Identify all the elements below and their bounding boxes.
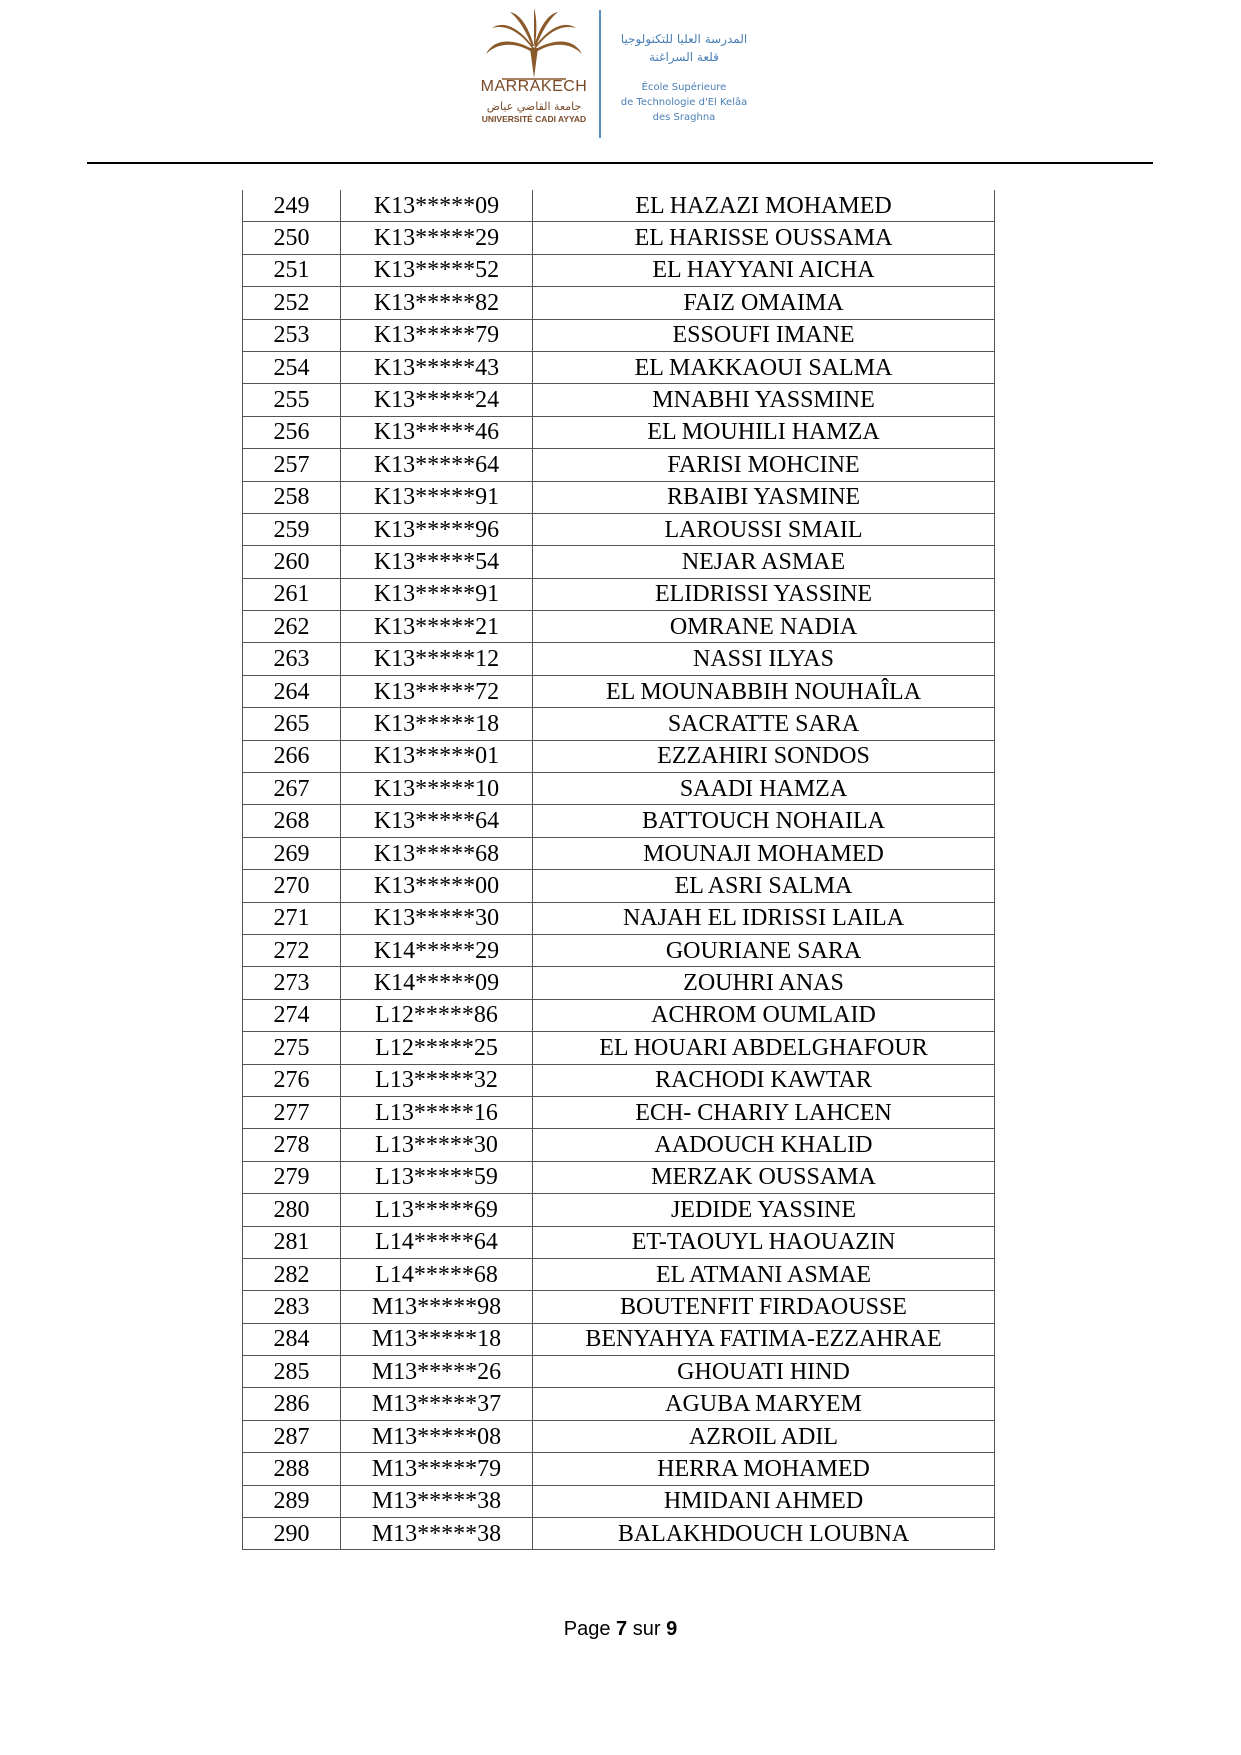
row-number-cell: 262 — [243, 611, 341, 643]
student-name-cell: AADOUCH KHALID — [533, 1129, 995, 1161]
row-number-cell: 267 — [243, 773, 341, 805]
student-id-cell: K13*****09 — [341, 190, 533, 222]
student-name-cell: EL ASRI SALMA — [533, 870, 995, 902]
student-name-cell: ECH- CHARIY LAHCEN — [533, 1096, 995, 1128]
row-number-cell: 275 — [243, 1032, 341, 1064]
student-id-cell: K13*****29 — [341, 222, 533, 254]
student-name-cell: GHOUATI HIND — [533, 1356, 995, 1388]
row-number-cell: 288 — [243, 1453, 341, 1485]
table-row — [243, 1485, 995, 1517]
school-name-fr-line3: des Sraghna — [652, 112, 716, 123]
student-id-cell: L13*****69 — [341, 1194, 533, 1226]
table-row — [243, 773, 995, 805]
footer-current-page: 7 — [616, 1618, 628, 1640]
table-row — [243, 675, 995, 707]
row-number-cell: 274 — [243, 999, 341, 1031]
student-id-cell: K13*****18 — [341, 708, 533, 740]
students-table — [242, 190, 995, 1550]
student-name-cell: NEJAR ASMAE — [533, 546, 995, 578]
table-row — [243, 416, 995, 448]
school-name-ar-line2: قلعة السراغنة — [649, 50, 719, 64]
student-id-cell: K13*****10 — [341, 773, 533, 805]
student-name-cell: BATTOUCH NOHAILA — [533, 805, 995, 837]
student-id-cell: L12*****25 — [341, 1032, 533, 1064]
university-logo — [474, 8, 594, 142]
row-number-cell: 255 — [243, 384, 341, 416]
student-name-cell: ELIDRISSI YASSINE — [533, 578, 995, 610]
student-id-cell: L13*****32 — [341, 1064, 533, 1096]
row-number-cell: 279 — [243, 1161, 341, 1193]
page-footer — [0, 1618, 1241, 1641]
student-id-cell: K13*****52 — [341, 254, 533, 286]
university-name-ar: جامعة القاضي عياض — [486, 100, 582, 113]
row-number-cell: 287 — [243, 1420, 341, 1452]
footer-total-pages: 9 — [666, 1618, 678, 1640]
student-id-cell: K13*****82 — [341, 287, 533, 319]
student-name-cell: EZZAHIRI SONDOS — [533, 740, 995, 772]
student-id-cell: K13*****64 — [341, 805, 533, 837]
student-id-cell: M13*****98 — [341, 1291, 533, 1323]
row-number-cell: 271 — [243, 902, 341, 934]
row-number-cell: 280 — [243, 1194, 341, 1226]
student-id-cell: K13*****68 — [341, 837, 533, 869]
header-rule — [87, 162, 1153, 164]
student-name-cell: BOUTENFIT FIRDAOUSSE — [533, 1291, 995, 1323]
student-id-cell: M13*****08 — [341, 1420, 533, 1452]
palm-emblem-icon — [484, 8, 584, 80]
row-number-cell: 265 — [243, 708, 341, 740]
student-name-cell: HERRA MOHAMED — [533, 1453, 995, 1485]
student-id-cell: K13*****30 — [341, 902, 533, 934]
student-id-cell: L13*****59 — [341, 1161, 533, 1193]
table-row — [243, 319, 995, 351]
student-name-cell: EL HOUARI ABDELGHAFOUR — [533, 1032, 995, 1064]
row-number-cell: 260 — [243, 546, 341, 578]
row-number-cell: 282 — [243, 1258, 341, 1290]
row-number-cell: 261 — [243, 578, 341, 610]
row-number-cell: 281 — [243, 1226, 341, 1258]
student-name-cell: EL ATMANI ASMAE — [533, 1258, 995, 1290]
row-number-cell: 254 — [243, 351, 341, 383]
student-id-cell: K13*****46 — [341, 416, 533, 448]
student-id-cell: M13*****37 — [341, 1388, 533, 1420]
student-name-cell: EL MOUHILI HAMZA — [533, 416, 995, 448]
table-row — [243, 513, 995, 545]
student-name-cell: FAIZ OMAIMA — [533, 287, 995, 319]
row-number-cell: 273 — [243, 967, 341, 999]
students-table-body — [243, 190, 995, 1550]
student-name-cell: SAADI HAMZA — [533, 773, 995, 805]
row-number-cell: 289 — [243, 1485, 341, 1517]
student-id-cell: K13*****91 — [341, 578, 533, 610]
school-name-ar-line1: المدرسة العليا للتكنولوجيا — [620, 32, 748, 46]
student-id-cell: L14*****64 — [341, 1226, 533, 1258]
student-id-cell: K14*****29 — [341, 934, 533, 966]
student-name-cell: EL MAKKAOUI SALMA — [533, 351, 995, 383]
logo-divider — [599, 10, 601, 138]
student-id-cell: M13*****38 — [341, 1518, 533, 1550]
row-number-cell: 290 — [243, 1518, 341, 1550]
table-row — [243, 1129, 995, 1161]
student-id-cell: K13*****00 — [341, 870, 533, 902]
student-name-cell: BALAKHDOUCH LOUBNA — [533, 1518, 995, 1550]
table-row — [243, 870, 995, 902]
row-number-cell: 277 — [243, 1096, 341, 1128]
student-id-cell: K13*****12 — [341, 643, 533, 675]
student-id-cell: K13*****24 — [341, 384, 533, 416]
row-number-cell: 258 — [243, 481, 341, 513]
table-row — [243, 1356, 995, 1388]
student-name-cell: NASSI ILYAS — [533, 643, 995, 675]
table-row — [243, 1453, 995, 1485]
student-name-cell: MOUNAJI MOHAMED — [533, 837, 995, 869]
student-name-cell: EL HARISSE OUSSAMA — [533, 222, 995, 254]
student-id-cell: K13*****21 — [341, 611, 533, 643]
row-number-cell: 250 — [243, 222, 341, 254]
footer-separator: sur — [632, 1618, 661, 1640]
table-row — [243, 805, 995, 837]
row-number-cell: 252 — [243, 287, 341, 319]
student-id-cell: L13*****16 — [341, 1096, 533, 1128]
page-header — [0, 0, 1241, 160]
table-row — [243, 190, 995, 222]
student-name-cell: GOURIANE SARA — [533, 934, 995, 966]
student-id-cell: K13*****54 — [341, 546, 533, 578]
student-id-cell: M13*****26 — [341, 1356, 533, 1388]
student-name-cell: ESSOUFI IMANE — [533, 319, 995, 351]
row-number-cell: 251 — [243, 254, 341, 286]
student-name-cell: MERZAK OUSSAMA — [533, 1161, 995, 1193]
table-row — [243, 1291, 995, 1323]
row-number-cell: 269 — [243, 837, 341, 869]
school-name-fr-line2: de Technologie d'El Kelâa — [620, 97, 748, 108]
student-name-cell: ZOUHRI ANAS — [533, 967, 995, 999]
student-name-cell: RACHODI KAWTAR — [533, 1064, 995, 1096]
table-row — [243, 999, 995, 1031]
table-row — [243, 708, 995, 740]
table-row — [243, 222, 995, 254]
table-row — [243, 1226, 995, 1258]
table-row — [243, 967, 995, 999]
student-id-cell: L14*****68 — [341, 1258, 533, 1290]
table-row — [243, 481, 995, 513]
row-number-cell: 259 — [243, 513, 341, 545]
student-id-cell: K13*****64 — [341, 449, 533, 481]
table-row — [243, 1323, 995, 1355]
student-name-cell: EL HAZAZI MOHAMED — [533, 190, 995, 222]
table-row — [243, 902, 995, 934]
student-id-cell: K13*****91 — [341, 481, 533, 513]
school-logo-text — [604, 30, 764, 125]
student-name-cell: NAJAH EL IDRISSI LAILA — [533, 902, 995, 934]
row-number-cell: 257 — [243, 449, 341, 481]
table-row — [243, 1032, 995, 1064]
row-number-cell: 285 — [243, 1356, 341, 1388]
table-row — [243, 287, 995, 319]
student-name-cell: AGUBA MARYEM — [533, 1388, 995, 1420]
table-row — [243, 384, 995, 416]
student-id-cell: K13*****72 — [341, 675, 533, 707]
table-row — [243, 1096, 995, 1128]
row-number-cell: 284 — [243, 1323, 341, 1355]
student-id-cell: K14*****09 — [341, 967, 533, 999]
student-name-cell: FARISI MOHCINE — [533, 449, 995, 481]
table-row — [243, 1518, 995, 1550]
table-row — [243, 1064, 995, 1096]
table-row — [243, 546, 995, 578]
student-name-cell: BENYAHYA FATIMA-EZZAHRAE — [533, 1323, 995, 1355]
student-id-cell: M13*****18 — [341, 1323, 533, 1355]
row-number-cell: 253 — [243, 319, 341, 351]
row-number-cell: 264 — [243, 675, 341, 707]
table-row — [243, 1194, 995, 1226]
table-row — [243, 1161, 995, 1193]
student-id-cell: L12*****86 — [341, 999, 533, 1031]
table-row — [243, 1258, 995, 1290]
table-row — [243, 351, 995, 383]
table-row — [243, 740, 995, 772]
table-row — [243, 1388, 995, 1420]
school-name-fr-line1: École Supérieure — [641, 82, 727, 93]
table-row — [243, 449, 995, 481]
student-name-cell: AZROIL ADIL — [533, 1420, 995, 1452]
row-number-cell: 276 — [243, 1064, 341, 1096]
student-name-cell: ACHROM OUMLAID — [533, 999, 995, 1031]
student-name-cell: HMIDANI AHMED — [533, 1485, 995, 1517]
row-number-cell: 249 — [243, 190, 341, 222]
student-id-cell: K13*****79 — [341, 319, 533, 351]
row-number-cell: 278 — [243, 1129, 341, 1161]
table-row — [243, 934, 995, 966]
logo-city-name: MARRAKECH — [480, 78, 588, 95]
row-number-cell: 268 — [243, 805, 341, 837]
table-row — [243, 1420, 995, 1452]
row-number-cell: 272 — [243, 934, 341, 966]
student-name-cell: RBAIBI YASMINE — [533, 481, 995, 513]
student-id-cell: M13*****38 — [341, 1485, 533, 1517]
student-name-cell: JEDIDE YASSINE — [533, 1194, 995, 1226]
university-name-fr: UNIVERSITÉ CADI AYYAD — [481, 114, 587, 124]
student-name-cell: LAROUSSI SMAIL — [533, 513, 995, 545]
student-name-cell: EL MOUNABBIH NOUHAÎLA — [533, 675, 995, 707]
table-row — [243, 611, 995, 643]
table-row — [243, 254, 995, 286]
student-id-cell: M13*****79 — [341, 1453, 533, 1485]
student-id-cell: K13*****01 — [341, 740, 533, 772]
row-number-cell: 283 — [243, 1291, 341, 1323]
student-name-cell: SACRATTE SARA — [533, 708, 995, 740]
table-row — [243, 837, 995, 869]
row-number-cell: 256 — [243, 416, 341, 448]
student-name-cell: OMRANE NADIA — [533, 611, 995, 643]
table-row — [243, 578, 995, 610]
row-number-cell: 266 — [243, 740, 341, 772]
footer-page-label: Page — [563, 1618, 611, 1640]
student-id-cell: K13*****43 — [341, 351, 533, 383]
row-number-cell: 286 — [243, 1388, 341, 1420]
row-number-cell: 263 — [243, 643, 341, 675]
table-row — [243, 643, 995, 675]
student-id-cell: L13*****30 — [341, 1129, 533, 1161]
student-name-cell: EL HAYYANI AICHA — [533, 254, 995, 286]
student-name-cell: ET-TAOUYL HAOUAZIN — [533, 1226, 995, 1258]
row-number-cell: 270 — [243, 870, 341, 902]
student-id-cell: K13*****96 — [341, 513, 533, 545]
student-name-cell: MNABHI YASSMINE — [533, 384, 995, 416]
